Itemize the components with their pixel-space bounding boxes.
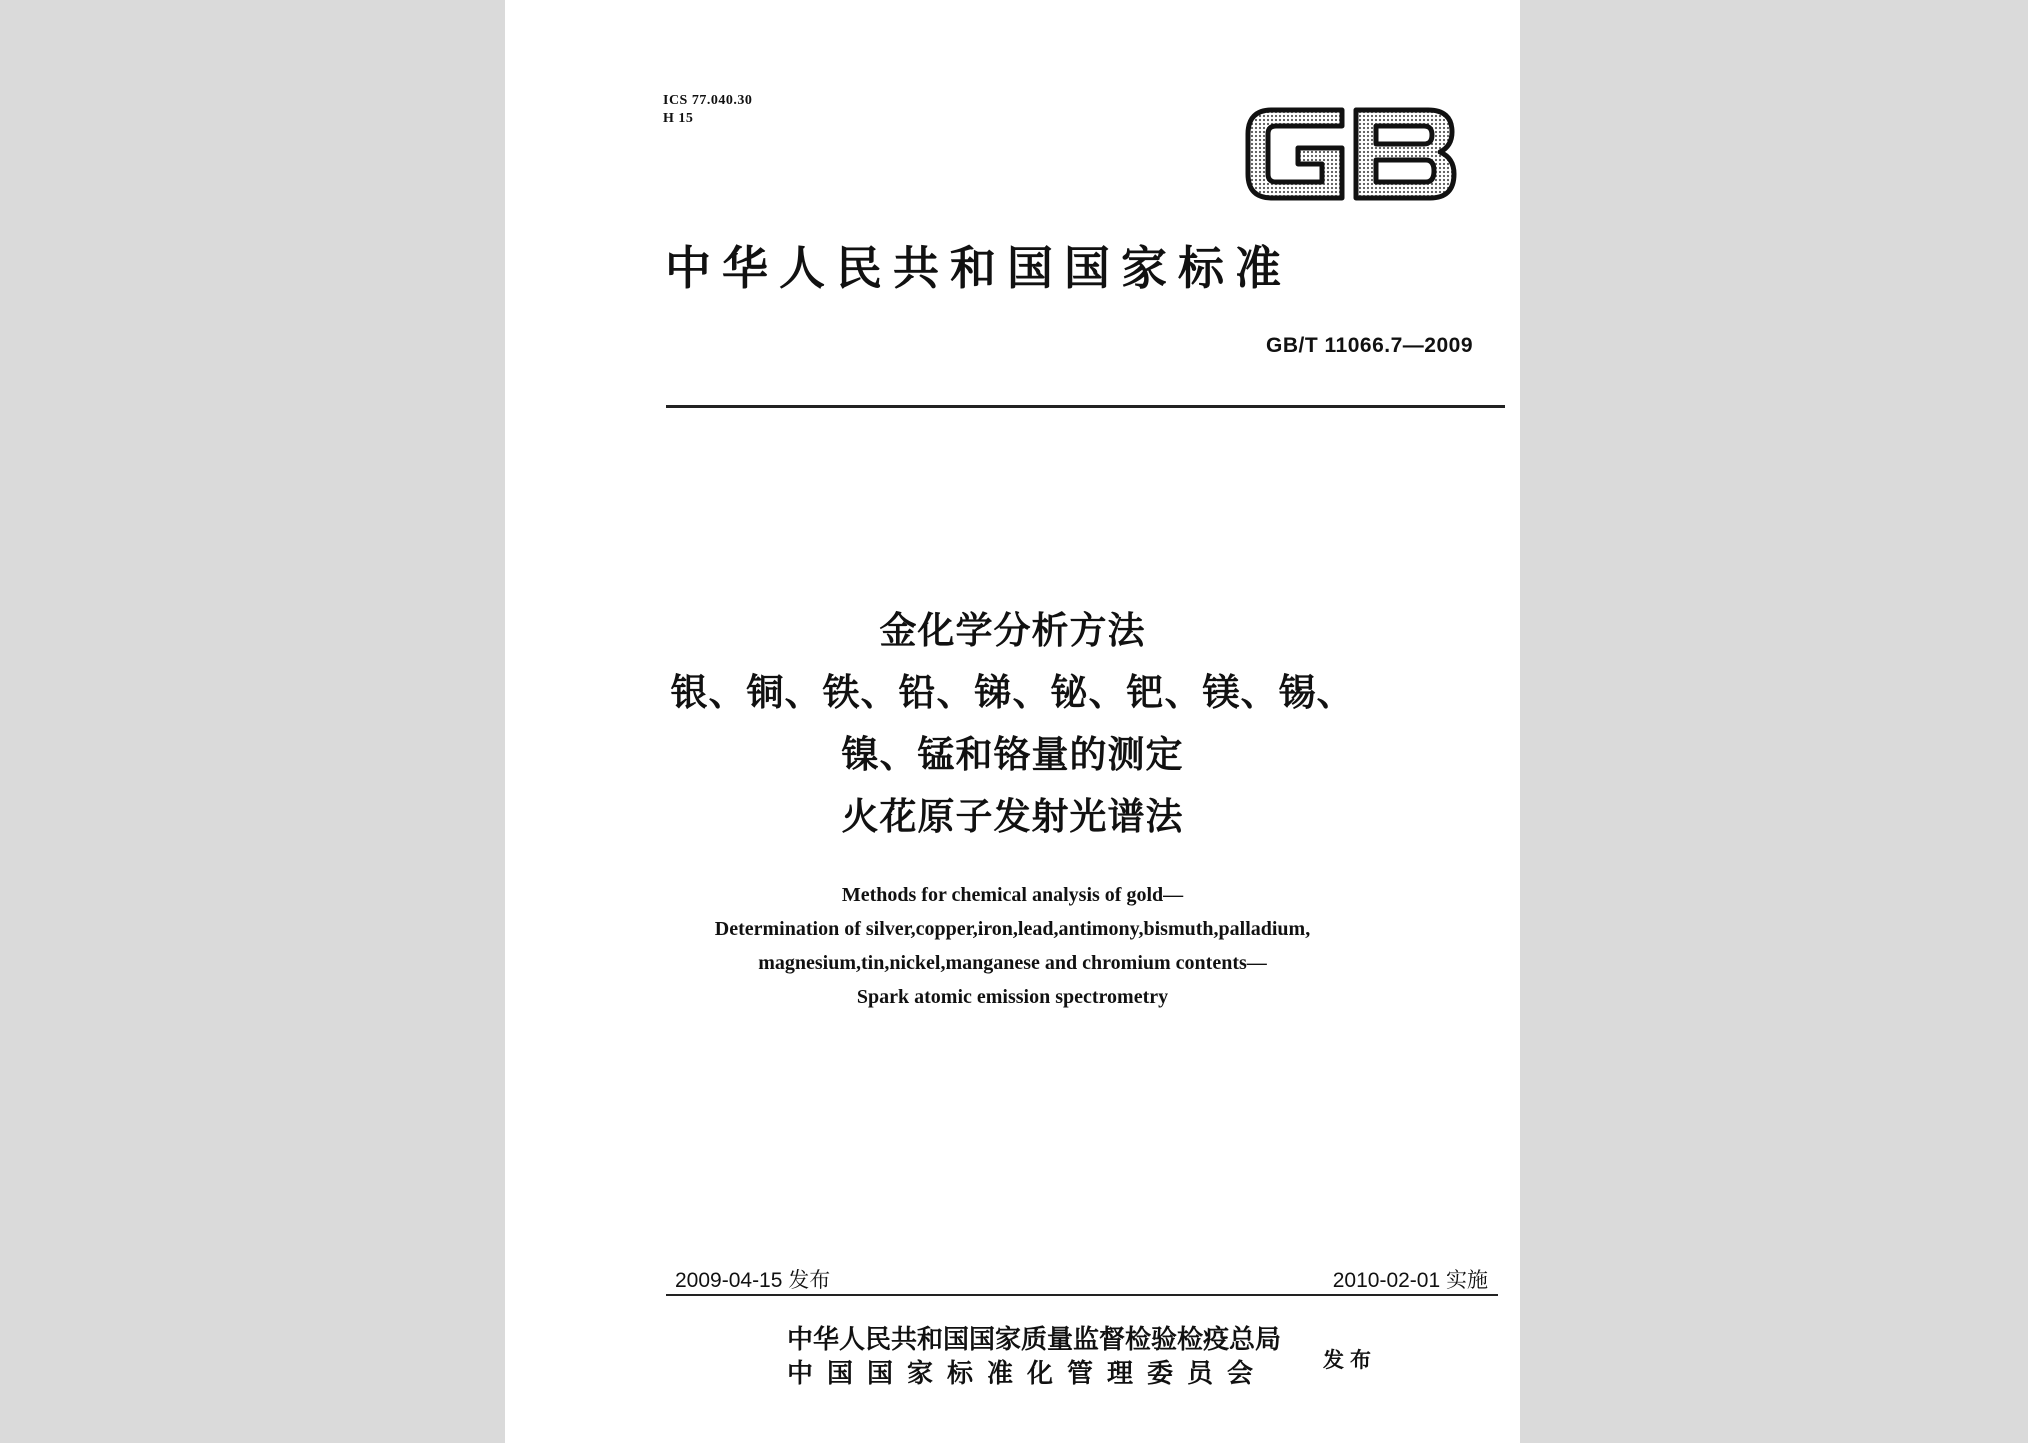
gb-logo [1242,102,1460,206]
ics-code: ICS 77.040.30 [663,93,753,108]
english-title-line: Methods for chemical analysis of gold— [841,884,1184,906]
chinese-title-line: 火花原子发射光谱法 [841,795,1184,838]
english-title-line: Determination of silver,copper,iron,lead,antimony,bismuth,palladium, [714,918,1311,940]
publisher-aqsiq: 中华人民共和国国家质量监督检验检疫总局 [787,1325,1282,1355]
footer-divider [666,1294,1498,1296]
classification-codes [663,92,752,128]
chinese-title-line: 银、铜、铁、铅、锑、铋、钯、镁、锡、 [670,671,1355,714]
publish-label: 发布 [1323,1348,1377,1372]
publishers [787,1323,1281,1391]
publisher-sac: 中国国家标准化管理委员会 [787,1359,1268,1389]
english-title-line: magnesium,tin,nickel,manganese and chromium contents— [758,952,1267,974]
chinese-title-line: 镍、锰和铬量的测定 [841,733,1184,776]
standard-name: 中华人民共和国国家标准 [665,241,1292,295]
implementation-date: 2010-02-01 实施 [1332,1269,1488,1292]
chinese-title-line: 金化学分析方法 [879,609,1146,652]
issue-date: 2009-04-15 发布 [675,1269,831,1292]
header-divider [666,405,1505,408]
standard-code: GB/T 11066.7—2009 [1266,334,1473,357]
english-title [505,878,1520,1014]
chinese-title [505,600,1520,848]
ccs-code: H 15 [663,111,694,126]
english-title-line: Spark atomic emission spectrometry [856,986,1169,1008]
document-page [505,0,1520,1443]
